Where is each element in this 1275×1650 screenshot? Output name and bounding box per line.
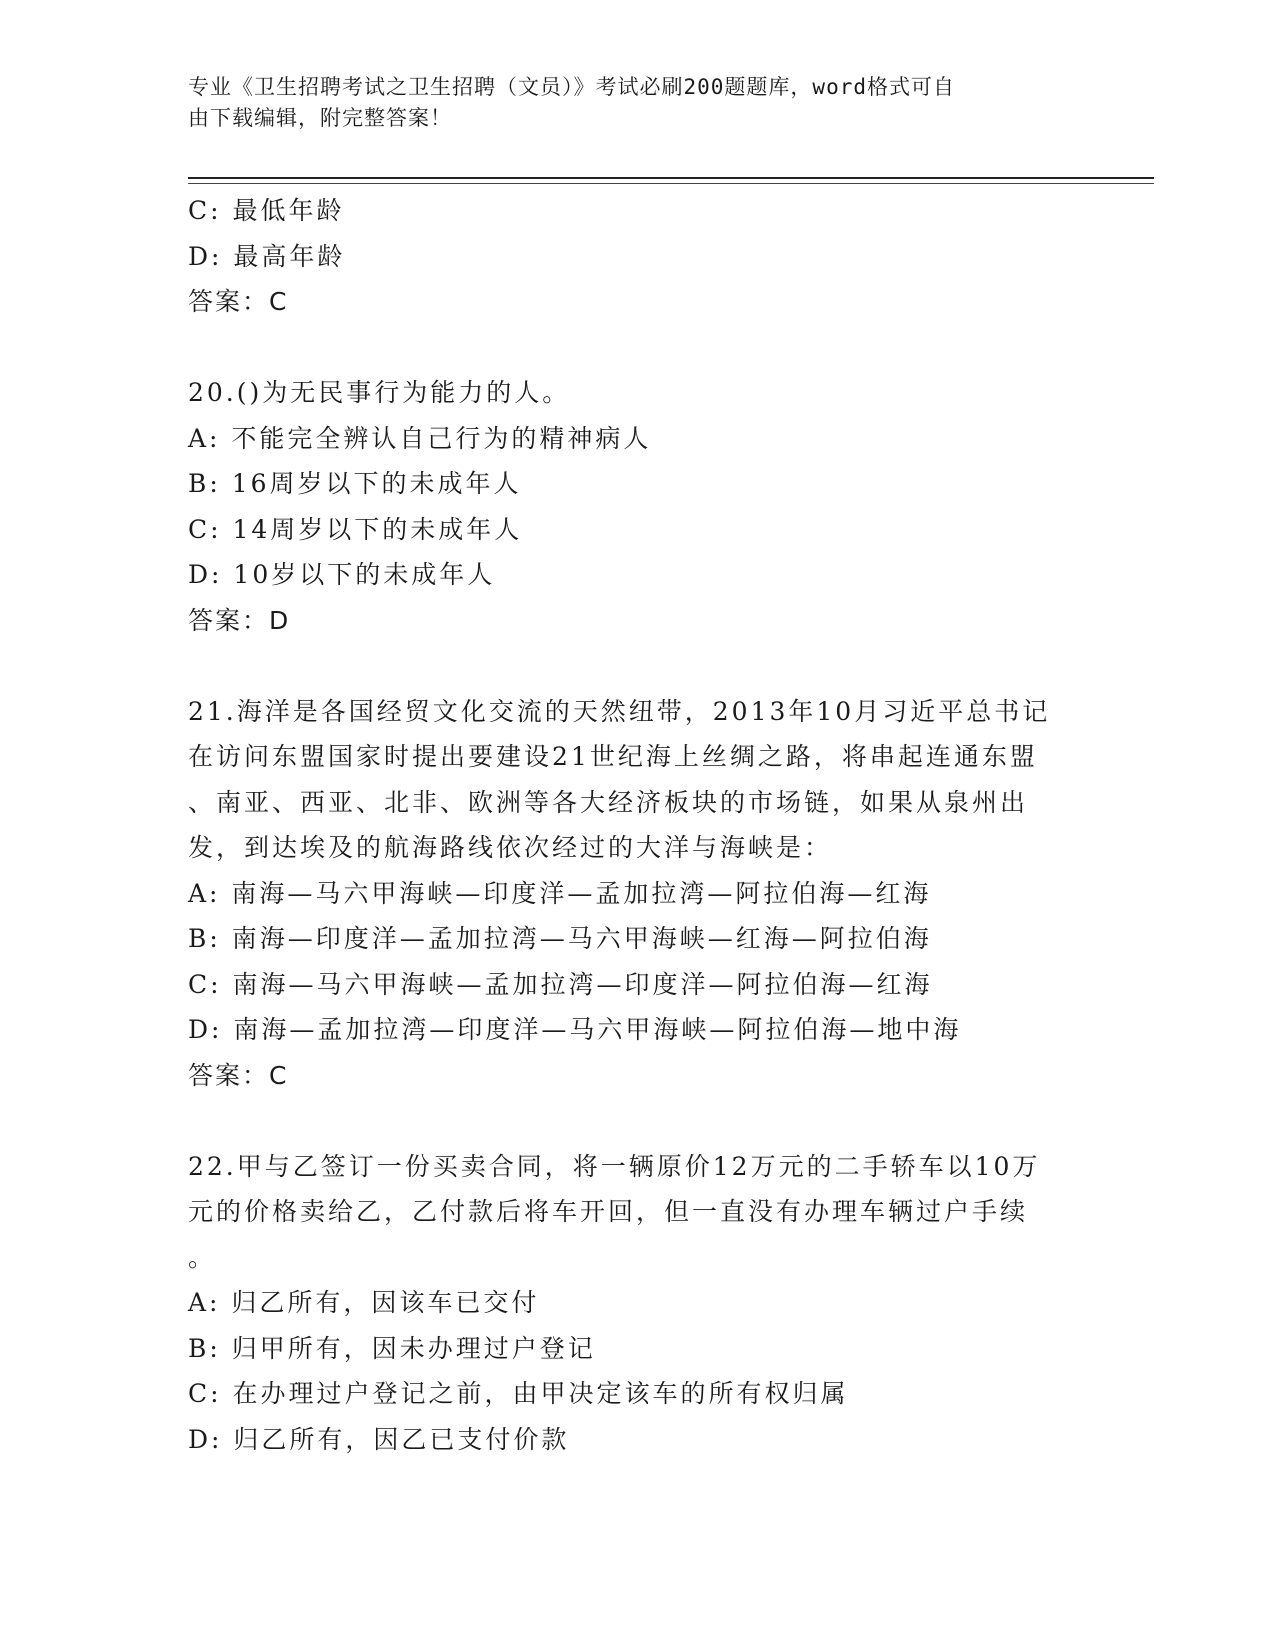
document-body <box>188 188 1088 1462</box>
question-stem-line-1: 21.海洋是各国经贸文化交流的天然纽带，2013年10月习近平总书记 <box>188 696 1051 726</box>
header-line-2: 由下载编辑，附完整答案！ <box>188 106 452 130</box>
question-19-tail <box>188 188 1088 325</box>
question-stem-line-3: 。 <box>188 1242 217 1272</box>
option-a: A: 不能完全辨认自己行为的精神病人 <box>188 423 652 453</box>
spacer <box>188 325 1088 371</box>
question-stem-line-1: 22.甲与乙签订一份买卖合同，将一辆原价12万元的二手轿车以10万 <box>188 1151 1041 1181</box>
option-a: A: 南海—马六甲海峡—印度洋—孟加拉湾—阿拉伯海—红海 <box>188 878 932 908</box>
question-21 <box>188 689 1088 1099</box>
document-header <box>188 72 1068 134</box>
option-c: C: 南海—马六甲海峡—孟加拉湾—印度洋—阿拉伯海—红海 <box>188 969 933 999</box>
option-d: D: 最高年龄 <box>188 241 346 271</box>
question-stem-line-3: 、南亚、西亚、北非、欧洲等各大经济板块的市场链，如果从泉州出 <box>188 787 1029 817</box>
header-rule-thick <box>188 177 1154 179</box>
spacer <box>188 1098 1088 1144</box>
answer-line: 答案：C <box>188 1060 289 1090</box>
option-a: A: 归乙所有，因该车已交付 <box>188 1288 540 1317</box>
question-stem-line-4: 发，到达埃及的航海路线依次经过的大洋与海峡是： <box>188 833 833 862</box>
header-rule-thin <box>188 183 1154 184</box>
option-c: C: 最低年龄 <box>188 196 345 225</box>
question-stem-line-2: 元的价格卖给乙，乙付款后将车开回，但一直没有办理车辆过户手续 <box>188 1197 1029 1226</box>
option-c: C: 在办理过户登记之前，由甲决定该车的所有权归属 <box>188 1379 849 1408</box>
option-c: C: 14周岁以下的未成年人 <box>188 514 523 544</box>
question-22 <box>188 1144 1088 1463</box>
question-20 <box>188 370 1088 643</box>
question-stem: 20.()为无民事行为能力的人。 <box>188 378 571 407</box>
option-d: D: 归乙所有，因乙已支付价款 <box>188 1424 570 1454</box>
spacer <box>188 643 1088 689</box>
option-b: B: 归甲所有，因未办理过户登记 <box>188 1333 596 1363</box>
option-d: D: 10岁以下的未成年人 <box>188 560 496 589</box>
question-stem-line-2: 在访问东盟国家时提出要建设21世纪海上丝绸之路，将串起连通东盟 <box>188 742 1038 771</box>
option-b: B: 南海—印度洋—孟加拉湾—马六甲海峡—红海—阿拉伯海 <box>188 924 932 953</box>
option-d: D: 南海—孟加拉湾—印度洋—马六甲海峡—阿拉伯海—地中海 <box>188 1015 962 1044</box>
answer-line: 答案：C <box>188 287 289 316</box>
answer-line: 答案：D <box>188 605 291 635</box>
header-line-1: 专业《卫生招聘考试之卫生招聘（文员）》考试必刷200题题库，word格式可自 <box>188 75 955 99</box>
option-b: B: 16周岁以下的未成年人 <box>188 469 522 498</box>
